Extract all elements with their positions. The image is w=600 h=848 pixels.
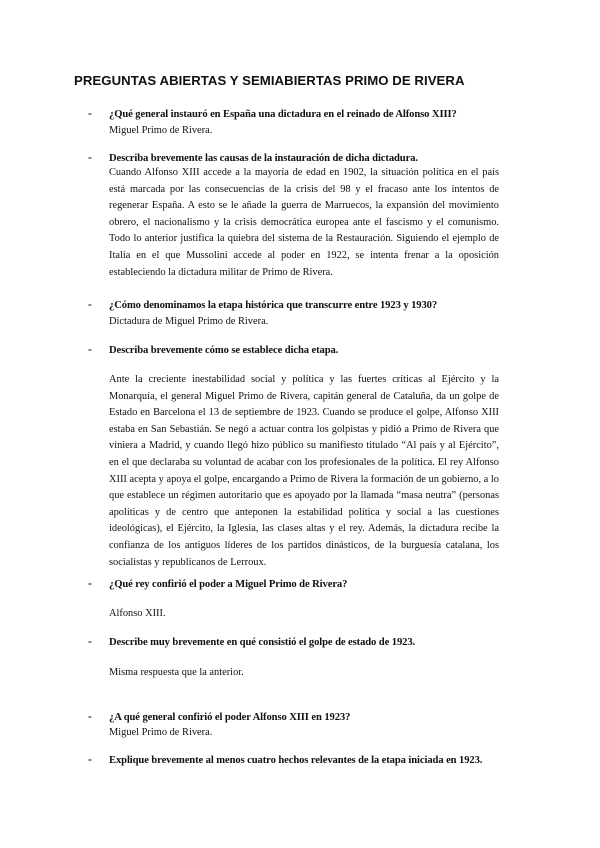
question-6: Describe muy brevemente en qué consistió el golpe de estado de 1923. <box>109 637 416 648</box>
bullet-marker: - <box>88 299 92 311</box>
question-3: ¿Cómo denominamos la etapa histórica que transcurre entre 1923 y 1930? <box>109 300 438 311</box>
bullet-marker: - <box>88 344 92 356</box>
answer-1: Miguel Primo de Rivera. <box>109 125 213 136</box>
answer-4: Ante la creciente inestabilidad social y política y las fuertes críticas al Ejército y la Monarquía, el general Miguel Primo de Rivera, capitán general de Cataluña, da un golpe de Estado en Barcelona el 13 de septiembre de 1923. Cuando se produce el golpe, Alfonso XIII estaba en San Sebastián. Se negó a actuar contra los golpistas y pidió a Primo de Rivera que viniera a Madrid, y cuando llegó hizo público su manifiesto titulado “Al país y al Ejército”, en el que declaraba su voluntad de acabar con los profesionales de la política. El rey Alfonso XIII acepta y apoya el golpe, encargando a Primo de Rivera la formación de un gobierno, a lo que establece un régimen autoritario que es apoyado por la llamada “masa neutra” (personas apolíticas y de centro que anteponen la estabilidad política y social a las cuestiones ideológicas), el Ejército, la Iglesia, las clases altas y el rey. Además, la dictadura recibe la confianza de los antiguos líderes de los partidos dinásticos, de la burguesía catalana, los socialistas y republicanos de Lerroux. <box>109 374 499 568</box>
question-1: ¿Qué general instauró en España una dictadura en el reinado de Alfonso XIII? <box>109 109 457 120</box>
document-title: PREGUNTAS ABIERTAS Y SEMIABIERTAS PRIMO DE RIVERA <box>74 73 465 88</box>
question-8: Explique brevemente al menos cuatro hechos relevantes de la etapa iniciada en 1923. <box>109 755 483 766</box>
bullet-marker: - <box>88 578 92 590</box>
answer-7: Miguel Primo de Rivera. <box>109 727 213 738</box>
question-2: Describa brevemente las causas de la instauración de dicha dictadura. <box>109 153 418 164</box>
question-7: ¿A qué general confirió el poder Alfonso XIII en 1923? <box>109 712 351 723</box>
bullet-marker: - <box>88 108 92 120</box>
answer-6: Misma respuesta que la anterior. <box>109 667 244 678</box>
question-4: Describa brevemente cómo se establece dicha etapa. <box>109 345 339 356</box>
question-5: ¿Qué rey confirió el poder a Miguel Primo de Rivera? <box>109 579 348 590</box>
answer-3: Dictadura de Miguel Primo de Rivera. <box>109 316 269 327</box>
bullet-marker: - <box>88 152 92 164</box>
bullet-marker: - <box>88 711 92 723</box>
answer-5: Alfonso XIII. <box>109 608 166 619</box>
bullet-marker: - <box>88 754 92 766</box>
bullet-marker: - <box>88 636 92 648</box>
answer-2: Cuando Alfonso XIII accede a la mayoría de edad en 1902, la situación política en el país está marcada por las consecuencias de la crisis del 98 y el fracaso ante los intentos de regenerar España. A esto se le añade la guerra de Marruecos, la expansión del movimiento obrero, el nacionalismo y la crisis democrática europea ante el fascismo y el comunismo. Todo lo anterior justifica la quiebra del sistema de la Restauración. Siguiendo el ejemplo de Italia en el que Mussolini accede al poder en 1922, se intenta frenar a la oposición estableciendo la dictadura militar de Primo de Rivera. <box>109 167 499 278</box>
